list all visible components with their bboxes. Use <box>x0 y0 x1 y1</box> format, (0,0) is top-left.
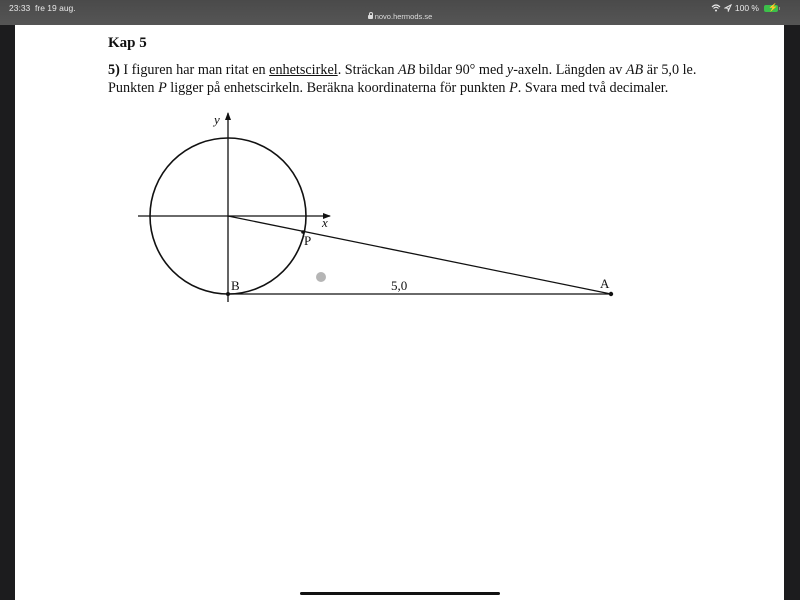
x-axis-label: x <box>322 215 328 230</box>
status-time: 23:33 <box>9 3 31 13</box>
wifi-icon <box>711 4 721 12</box>
point-p-label: P <box>304 233 312 248</box>
problem-text-part: ligger på enhetscirkeln. Beräkna koordinaterna för punkten <box>166 79 510 96</box>
home-indicator[interactable] <box>300 592 500 595</box>
segment-ab-length-label: 5,0 <box>391 278 408 293</box>
battery-percent: 100 % <box>734 3 759 13</box>
url-text: novo.hermods.se <box>374 12 433 21</box>
point-p-ref: P <box>158 79 167 96</box>
status-date: fre 19 aug. <box>35 3 76 13</box>
chapter-heading: Kap 5 <box>108 35 147 51</box>
point-a-dot <box>609 292 613 296</box>
point-b-dot <box>226 292 230 296</box>
status-bar <box>0 0 800 25</box>
line-origin-to-a <box>228 216 611 294</box>
point-p-ref: P <box>509 79 518 96</box>
unit-circle-figure <box>15 25 784 600</box>
problem-text-part: bildar 90° med <box>415 62 507 78</box>
document-page <box>15 25 784 600</box>
y-axis-label: y <box>214 112 220 127</box>
segment-ab-ref: AB <box>397 62 416 78</box>
enhetscirkel-link[interactable]: enhetscirkel <box>269 62 338 78</box>
url-bar[interactable] <box>0 12 800 21</box>
segment-ab-ref: AB <box>625 62 644 78</box>
point-b-label: B <box>231 278 240 293</box>
touch-indicator <box>316 272 326 282</box>
status-icons <box>711 3 778 13</box>
lock-icon <box>368 15 373 19</box>
point-a-label: A <box>600 276 610 291</box>
y-axis-ref: y <box>506 62 514 78</box>
location-icon <box>724 4 732 12</box>
problem-text-part: är 5,0 le. Punkten <box>108 62 697 96</box>
problem-text-part: -axeln. Längden av <box>513 62 626 78</box>
battery-charging-icon: ⚡ <box>764 5 778 12</box>
problem-number: 5) <box>108 62 120 78</box>
problem-text-part: I figuren har man ritat en <box>119 62 270 78</box>
problem-text-part: . Svara med två decimaler. <box>517 79 669 96</box>
problem-text-part: . Sträckan <box>337 62 398 78</box>
